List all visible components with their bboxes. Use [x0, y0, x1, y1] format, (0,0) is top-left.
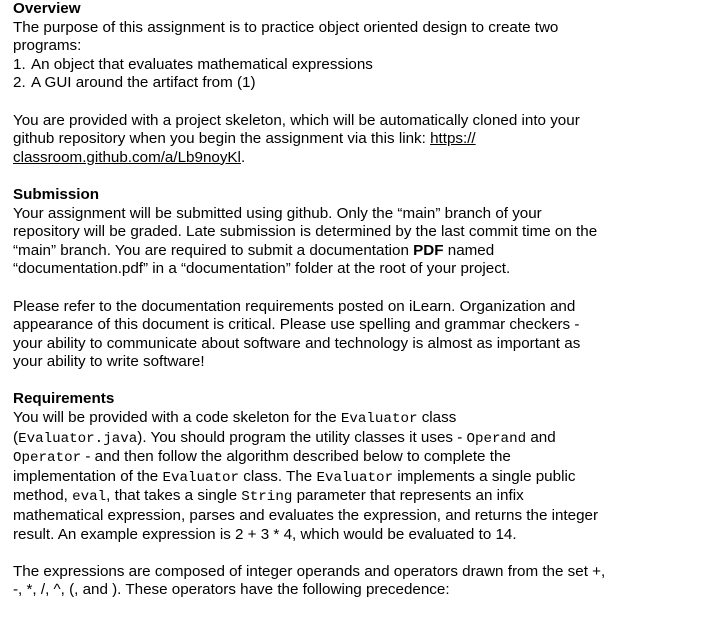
text-span: , that takes a single	[106, 487, 242, 505]
text-line: Please refer to the documentation requirements posted on iLearn. Organization and	[13, 297, 576, 315]
requirements-paragraph	[13, 409, 711, 544]
text-span: (	[13, 428, 19, 446]
text-line: programs:	[13, 37, 82, 55]
text-line: -, *, /, ^, (, and ). These operators have the following precedence:	[13, 581, 450, 599]
text-span: - and then follow the algorithm described below to complete the	[81, 448, 511, 466]
text-span: parameter that represents an infix	[292, 487, 524, 505]
list-item	[13, 74, 711, 93]
overview-heading: Overview	[13, 0, 81, 17]
overview-intro	[13, 19, 711, 56]
text-line: your ability to write software!	[13, 353, 205, 371]
list-item	[13, 56, 711, 75]
expressions-paragraph	[13, 563, 711, 600]
text-line: The expressions are composed of integer operands and operators drawn from the set +,	[13, 562, 606, 580]
text-line: You are provided with a project skeleton, which will be automatically cloned into your	[13, 111, 580, 129]
text-line	[13, 242, 711, 261]
text-line	[13, 149, 711, 168]
text-line	[13, 409, 711, 429]
text-line	[13, 130, 711, 149]
text-line	[13, 487, 711, 507]
text-span: named	[443, 241, 495, 259]
text-line: repository will be graded. Late submission is determined by the last commit time on the	[13, 223, 598, 241]
text-span: implementation of the	[13, 467, 163, 485]
spacer	[13, 93, 711, 112]
code-span: Operand	[466, 430, 527, 447]
text-span: class. The	[239, 467, 317, 485]
text-span: You will be provided with a code skeleton for the	[13, 409, 341, 427]
text-line: appearance of this document is critical. Please use spelling and grammar checkers -	[13, 316, 580, 334]
classroom-link[interactable]: https://	[430, 130, 476, 148]
spacer	[13, 279, 711, 298]
text-span: and	[526, 428, 556, 446]
text-line: your ability to communicate about software and technology is almost as important as	[13, 334, 581, 352]
text-line: “documentation.pdf” in a “documentation” folder at the root of your project.	[13, 260, 511, 278]
submission-heading: Submission	[13, 185, 100, 203]
list-text: A GUI around the artifact from (1)	[31, 74, 256, 92]
list-text: An object that evaluates mathematical expressions	[31, 55, 373, 73]
text-line	[13, 468, 711, 488]
text-line: result. An example expression is 2 + 3 * 4, which would be evaluated to 14.	[13, 525, 517, 543]
code-span: Evaluator.java	[18, 430, 138, 447]
text-span: method,	[13, 487, 73, 505]
skeleton-paragraph	[13, 112, 711, 168]
code-span: Operator	[13, 450, 82, 467]
requirements-heading: Requirements	[13, 390, 115, 408]
pdf-bold: PDF	[413, 241, 444, 259]
code-span: Evaluator	[162, 469, 240, 486]
text-span: “main” branch. You are required to submit a documentation	[13, 241, 414, 259]
text-span: ). You should program the utility classes it uses -	[137, 428, 467, 446]
spacer	[13, 544, 711, 563]
code-span: String	[241, 489, 293, 506]
code-span: eval	[72, 489, 107, 506]
text-span: class	[417, 409, 457, 427]
text-span: implements a single public	[393, 467, 576, 485]
text-line: Your assignment will be submitted using github. Only the “main” branch of your	[13, 204, 542, 222]
text-span: github repository when you begin the assignment via this link:	[13, 130, 431, 148]
list-number: 2.	[13, 74, 26, 92]
classroom-link-continued[interactable]: classroom.github.com/a/Lb9noyKl	[13, 148, 241, 166]
code-span: Evaluator	[316, 469, 394, 486]
list-number: 1.	[13, 55, 26, 73]
text-span: .	[240, 148, 246, 166]
documentation-paragraph	[13, 298, 711, 372]
text-line: mathematical expression, parses and evaluates the expression, and returns the integer	[13, 507, 599, 525]
numbered-list	[13, 56, 711, 93]
text-line	[13, 429, 711, 449]
spacer	[13, 167, 711, 186]
spacer	[13, 372, 711, 391]
code-span: Evaluator	[340, 411, 418, 428]
text-line: The purpose of this assignment is to practice object oriented design to create two	[13, 18, 559, 36]
text-line	[13, 448, 711, 468]
submission-paragraph	[13, 205, 711, 279]
